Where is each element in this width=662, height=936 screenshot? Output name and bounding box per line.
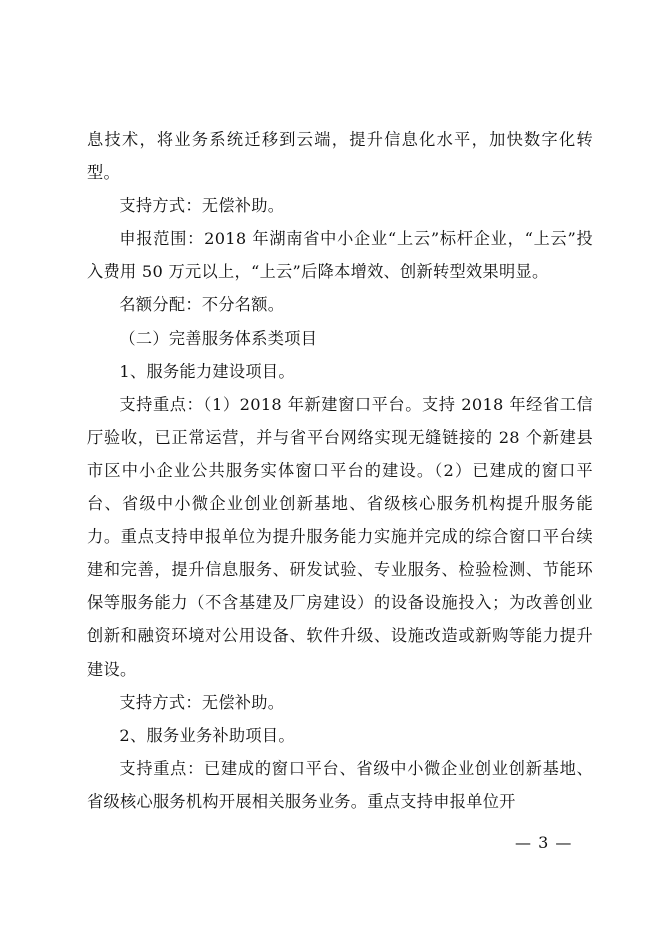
paragraph-item-1-focus: 支持重点：（1）2018 年新建窗口平台。支持 2018 年经省工信厅验收，已正常运营，并与省平台网络实现无缝链接的 28 个新建县市区中小企业公共服务实体窗口平台的建设。（2）已建成的窗口平台、省级中小微企业创业创新基地、省级核心服务机构提升服务能力。重点支持申报单位为提升服务能力实施并完成的综合窗口平台续建和完善，提升信息服务、研发试验、专业服务、检验检测、节能环保等服务能力（不含基建及厂房建设）的设备设施投入；为改善创业创新和融资环境对公用设备、软件升级、设施改造或新购等能力提升建设。 (87, 394, 593, 679)
body-text (87, 123, 593, 818)
section-heading: （二）完善服务体系类项目 (119, 328, 318, 348)
paragraph-application-scope: 申报范围：2018 年湖南省中小企业“上云”标杆企业，“上云”投入费用 50 万元以上，“上云”后降本增效、创新转型效果明显。 (87, 229, 593, 282)
paragraph-item-2-title: 2、服务业务补助项目。 (119, 725, 295, 745)
paragraph-continuation: 息技术，将业务系统迁移到云端，提升信息化水平，加快数字化转型。 (87, 130, 593, 183)
page-number: — 3 — (515, 833, 573, 852)
paragraph-item-1-method: 支持方式：无偿补助。 (119, 692, 285, 712)
paragraph-item-2-focus: 支持重点：已建成的窗口平台、省级中小微企业创业创新基地、省级核心服务机构开展相关服务业务。重点支持申报单位开 (87, 758, 593, 811)
paragraph-quota-allocation: 名额分配：不分名额。 (119, 295, 285, 315)
paragraph-item-1-title: 1、服务能力建设项目。 (119, 361, 295, 381)
paragraph-support-method: 支持方式：无偿补助。 (119, 196, 285, 216)
